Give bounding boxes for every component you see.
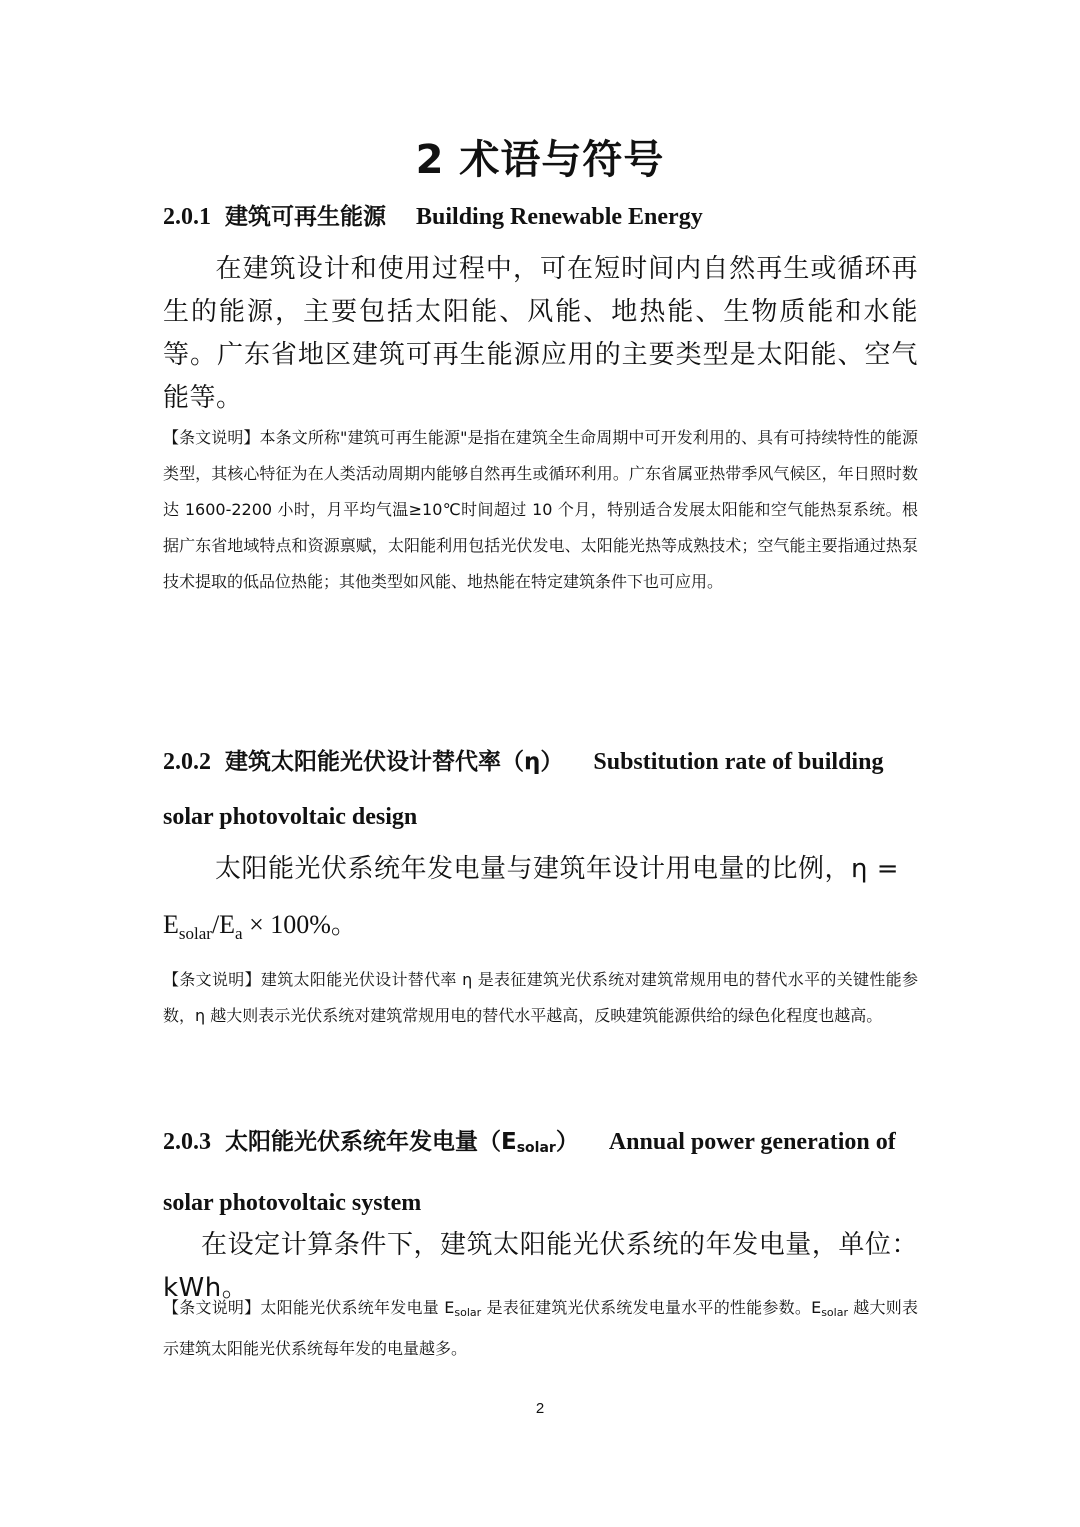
section-heading-2-0-1 (163, 190, 918, 245)
page-number: 2 (535, 1400, 545, 1417)
section-title-en: Building Renewable Energy (416, 204, 703, 230)
section-title-cn: 建筑可再生能源 (225, 204, 386, 230)
note-subscript: solar (454, 1306, 482, 1319)
formula-eta (163, 897, 918, 961)
section-title-cn: 建筑太阳能光伏设计替代率（η） (225, 749, 564, 775)
note-text: 本条文所称"建筑可再生能源"是指在建筑全生命周期中可开发利用的、具有可持续特性的能源类型，其核心特征为在人类活动周期内能够自然再生或循环利用。广东省属亚热带季风气候区，年日照时数达 1600-2200 小时，月平均气温≥10℃时间超过 10 个月，特别适合发展太阳能和空气能热泵系统。根据广东省地域特点和资源禀赋，太阳能利用包括光伏发电、太阳能光热等成熟技术；空气能主要指通过热泵技术提取的低品位热能；其他类型如风能、地热能在特定建筑条件下也可应用。 (163, 428, 918, 591)
note-subscript: solar (821, 1306, 848, 1319)
section-number: 2.0.2 (163, 749, 211, 775)
formula-symbol: /E (211, 910, 236, 939)
section-title-en: Annual power generation of solar photovoltaic system (163, 1129, 896, 1216)
section-definition-2-0-2 (163, 848, 918, 891)
formula-subscript: solar (178, 924, 212, 943)
note-text: 太阳能光伏系统年发电量 E (260, 1298, 455, 1317)
formula-subscript: a (235, 924, 243, 943)
formula-tail: × 100%。 (242, 910, 357, 939)
section-number: 2.0.1 (163, 204, 211, 230)
section-note-2-0-1 (163, 420, 918, 600)
note-tag: 【条文说明】 (163, 1298, 261, 1317)
title-part: ） (555, 1129, 579, 1155)
section-definition-2-0-1 (163, 248, 918, 420)
section-title-cn (225, 1129, 579, 1155)
note-text: 是表征建筑光伏系统发电量水平的性能参数。E (481, 1298, 822, 1317)
section-heading-2-0-2 (163, 735, 918, 845)
definition-text: 太阳能光伏系统年发电量与建筑年设计用电量的比例，η = (215, 854, 900, 884)
formula-symbol: E (163, 910, 179, 939)
definition-text: 在建筑设计和使用过程中，可在短时间内自然再生或循环再生的能源，主要包括太阳能、风能、地热能、生物质能和水能等。广东省地区建筑可再生能源应用的主要类型是太阳能、空气能等。 (163, 254, 918, 413)
definition-text: 在设定计算条件下，建筑太阳能光伏系统的年发电量，单位：kWh。 (163, 1230, 918, 1303)
section-number: 2.0.3 (163, 1129, 211, 1155)
section-note-2-0-2 (163, 962, 918, 1034)
title-subscript: solar (516, 1140, 556, 1156)
title-part: 太阳能光伏系统年发电量（E (225, 1129, 517, 1155)
note-tag: 【条文说明】 (163, 970, 261, 989)
note-tag: 【条文说明】 (163, 428, 260, 447)
note-text: 越大则表示建筑太阳能光伏系统每年发的电量越多。 (163, 1298, 918, 1358)
section-title-en: Substitution rate of building solar photovoltaic design (163, 749, 884, 830)
section-note-2-0-3 (163, 1290, 918, 1367)
chapter-title: 2 术语与符号 (415, 137, 665, 183)
note-text: 建筑太阳能光伏设计替代率 η 是表征建筑光伏系统对建筑常规用电的替代水平的关键性能参数，η 越大则表示光伏系统对建筑常规用电的替代水平越高，反映建筑能源供给的绿色化程度也越高。 (163, 970, 918, 1025)
section-heading-2-0-3 (163, 1115, 918, 1231)
